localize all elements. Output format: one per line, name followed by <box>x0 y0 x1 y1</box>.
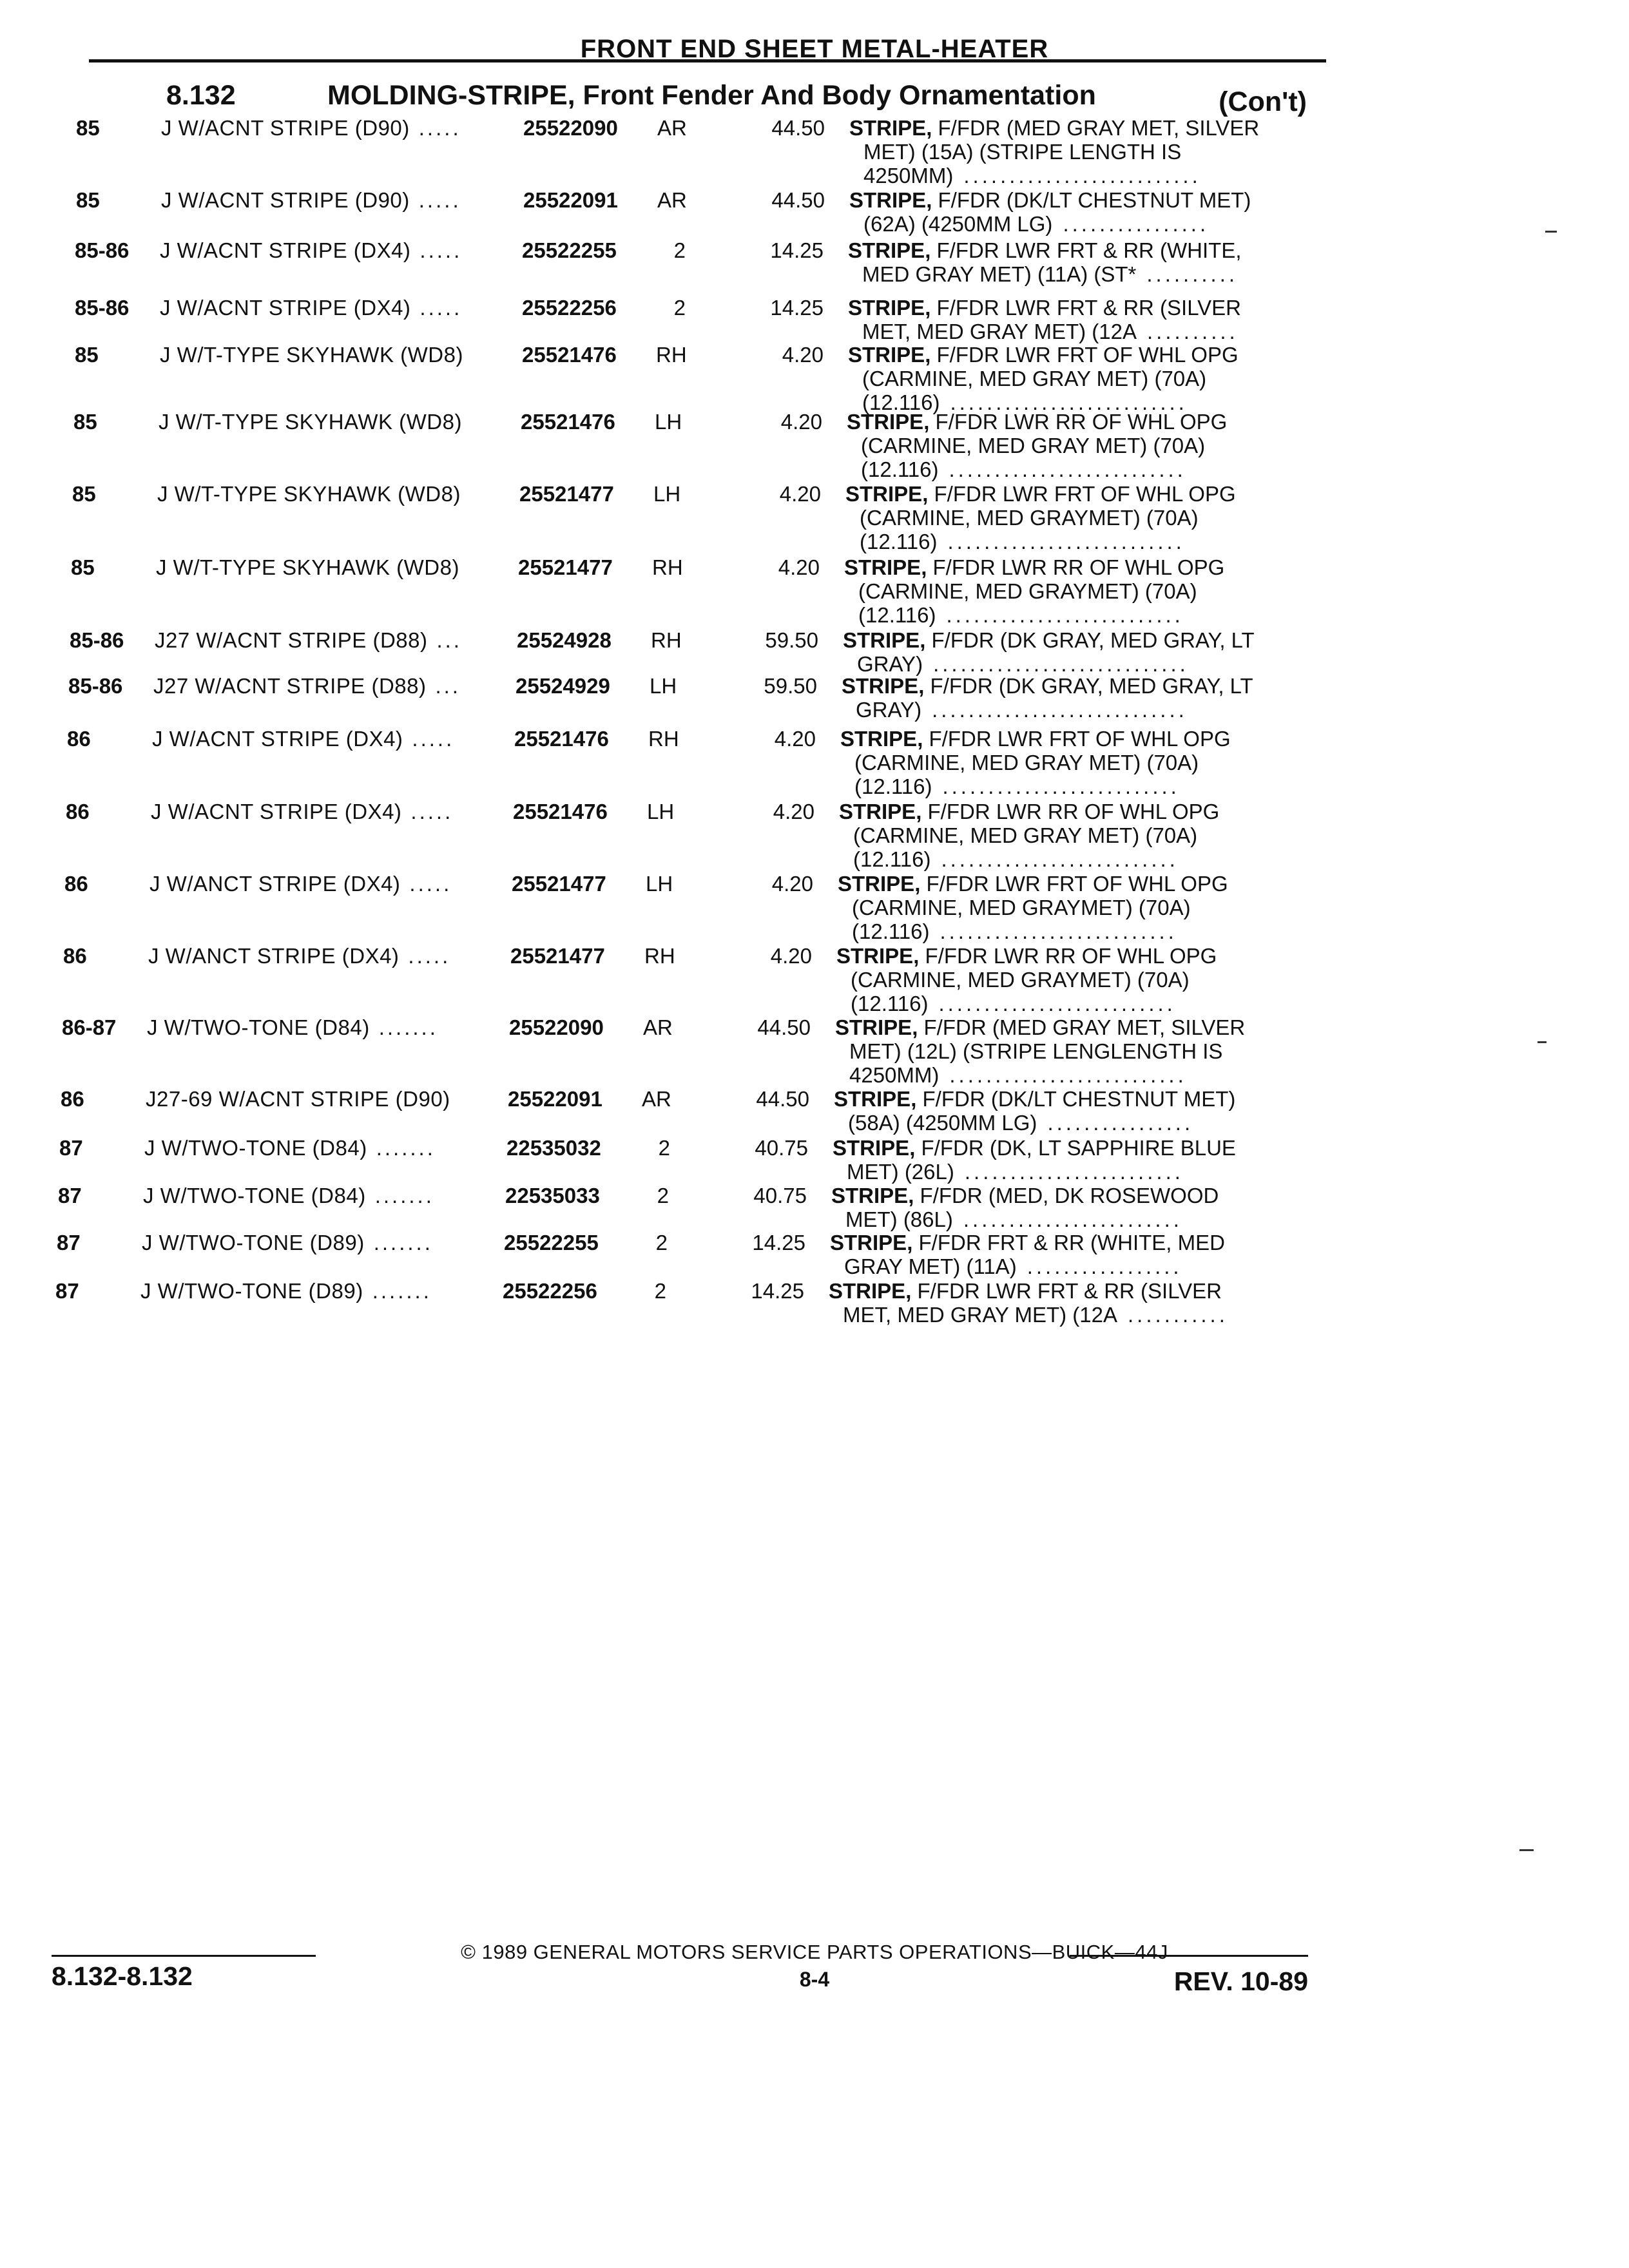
description-text: STRIPE, F/FDR LWR RR OF WHL OPG <box>847 410 1228 434</box>
quantity: RH <box>652 555 683 579</box>
description-line <box>848 343 1312 367</box>
leader-dots: ............................ <box>933 652 1189 676</box>
description-line <box>840 751 1304 774</box>
description-line <box>847 434 1311 457</box>
footer-revision: REV. 10-89 <box>1173 1966 1308 1996</box>
description-line <box>848 262 1312 286</box>
leader-dots: ................ <box>1063 212 1210 236</box>
part-number: 25521477 <box>510 944 605 968</box>
description-line <box>831 1207 1295 1231</box>
model-year: 85 <box>76 188 100 212</box>
price: 14.25 <box>751 1279 804 1303</box>
description-text: (12.116) <box>852 919 930 943</box>
price: 4.20 <box>774 727 816 751</box>
part-number: 25522255 <box>504 1231 599 1254</box>
part-number: 25524929 <box>516 674 610 698</box>
description-text: (12.116) <box>860 530 938 553</box>
part-description <box>848 296 1312 343</box>
description-text: STRIPE, F/FDR LWR FRT OF WHL OPG <box>848 343 1239 367</box>
price: 4.20 <box>782 343 824 367</box>
part-number: 25522090 <box>509 1015 604 1039</box>
model-description <box>147 1015 438 1039</box>
leader-dots: ....... <box>372 1279 432 1303</box>
section-number: 8.132 <box>166 80 236 111</box>
leader-dots: ....... <box>378 1015 438 1039</box>
part-description <box>840 727 1304 798</box>
leader-dots: ................. <box>1027 1254 1182 1278</box>
description-line <box>834 1111 1298 1135</box>
description-line <box>838 919 1302 943</box>
description-text: (CARMINE, MED GRAY MET) (70A) <box>854 751 1199 774</box>
part-description <box>835 1015 1299 1087</box>
model-text: J W/ANCT STRIPE (DX4) <box>149 872 401 896</box>
model-description <box>160 343 463 367</box>
margin-mark <box>1545 231 1557 233</box>
part-description <box>842 674 1306 722</box>
part-number: 25522256 <box>503 1279 597 1303</box>
part-description <box>831 1184 1295 1231</box>
part-description <box>830 1231 1294 1278</box>
leader-dots: .......................... <box>963 164 1201 187</box>
description-text: GRAY MET) (11A) <box>844 1254 1017 1278</box>
description-text: MET, MED GRAY MET) (12A <box>843 1303 1118 1327</box>
description-line <box>829 1303 1293 1327</box>
price: 44.50 <box>771 116 825 140</box>
leader-dots: ..... <box>419 296 463 320</box>
description-line <box>848 296 1312 320</box>
description-line <box>840 774 1304 798</box>
description-text: (CARMINE, MED GRAY MET) (70A) <box>862 367 1207 390</box>
description-text: MET) (12L) (STRIPE LENGLENGTH IS <box>849 1039 1223 1063</box>
price: 40.75 <box>753 1184 807 1207</box>
description-text: (CARMINE, MED GRAY MET) (70A) <box>853 823 1198 847</box>
model-description <box>153 674 461 698</box>
description-text: (CARMINE, MED GRAYMET) (70A) <box>860 506 1199 530</box>
model-description <box>148 944 450 968</box>
description-line <box>849 116 1313 140</box>
model-year: 85 <box>73 410 97 434</box>
quantity: 2 <box>673 296 686 320</box>
footer-section-range: 8.132-8.132 <box>52 1961 193 1991</box>
leader-dots: .......... <box>1146 262 1239 286</box>
description-line <box>835 1015 1299 1039</box>
description-text: STRIPE, F/FDR LWR FRT OF WHL OPG <box>845 482 1236 506</box>
quantity: AR <box>657 188 687 212</box>
model-text: J W/TWO-TONE (D89) <box>140 1279 363 1303</box>
description-text: STRIPE, F/FDR FRT & RR (WHITE, MED <box>830 1231 1225 1254</box>
description-text: MET) (15A) (STRIPE LENGTH IS <box>863 140 1182 164</box>
model-year: 85 <box>72 482 96 506</box>
description-text: (12.116) <box>858 603 936 627</box>
description-text: STRIPE, F/FDR (DK GRAY, MED GRAY, LT <box>842 674 1253 698</box>
price: 4.20 <box>770 944 812 968</box>
price: 4.20 <box>773 800 815 823</box>
quantity: LH <box>655 410 682 434</box>
price: 59.50 <box>764 674 817 698</box>
model-description <box>146 1087 450 1111</box>
description-text: STRIPE, F/FDR (DK GRAY, MED GRAY, LT <box>843 628 1255 652</box>
description-line <box>842 698 1306 722</box>
model-year: 87 <box>58 1184 82 1207</box>
part-description <box>845 482 1309 553</box>
leader-dots: ........... <box>1128 1303 1228 1327</box>
part-description <box>834 1087 1298 1135</box>
model-description <box>142 1231 433 1254</box>
quantity: 2 <box>655 1231 668 1254</box>
model-text: J W/T-TYPE SKYHAWK (WD8) <box>156 555 459 579</box>
quantity: LH <box>653 482 681 506</box>
price: 44.50 <box>756 1087 809 1111</box>
model-description <box>155 628 462 652</box>
part-number: 25522090 <box>523 116 618 140</box>
description-line <box>842 674 1306 698</box>
model-text: J27 W/ACNT STRIPE (D88) <box>155 628 428 652</box>
model-year: 86 <box>66 800 90 823</box>
part-number: 22535033 <box>505 1184 600 1207</box>
model-description <box>144 1136 436 1160</box>
model-text: J W/TWO-TONE (D89) <box>142 1231 365 1254</box>
description-line <box>834 1087 1298 1111</box>
leader-dots: ..... <box>410 800 454 823</box>
margin-mark <box>1519 1849 1534 1851</box>
model-year: 86 <box>67 727 91 751</box>
description-line <box>843 628 1307 652</box>
description-text: (CARMINE, MED GRAY MET) (70A) <box>861 434 1206 457</box>
model-year: 87 <box>55 1279 79 1303</box>
model-text: J W/ACNT STRIPE (D90) <box>161 188 410 212</box>
part-number: 25521477 <box>519 482 614 506</box>
quantity: RH <box>656 343 687 367</box>
description-text: STRIPE, F/FDR LWR RR OF WHL OPG <box>844 555 1225 579</box>
leader-dots: ....... <box>376 1136 436 1160</box>
quantity: 2 <box>657 1184 669 1207</box>
quantity: 2 <box>673 238 686 262</box>
description-line <box>836 944 1300 968</box>
price: 59.50 <box>765 628 818 652</box>
description-text: STRIPE, F/FDR LWR FRT OF WHL OPG <box>838 872 1228 896</box>
price: 14.25 <box>752 1231 805 1254</box>
part-description <box>848 343 1312 414</box>
model-year: 87 <box>59 1136 83 1160</box>
model-year: 85 <box>76 116 100 140</box>
model-description <box>151 800 453 823</box>
description-text: STRIPE, F/FDR (DK/LT CHESTNUT MET) <box>834 1087 1236 1111</box>
description-text: STRIPE, F/FDR LWR RR OF WHL OPG <box>836 944 1217 968</box>
model-year: 85 <box>75 343 99 367</box>
description-text: MET, MED GRAY MET) (12A <box>862 320 1137 343</box>
description-line <box>847 457 1311 481</box>
part-description <box>829 1279 1293 1327</box>
leader-dots: ... <box>436 628 462 652</box>
quantity: RH <box>644 944 675 968</box>
leader-dots: ........................ <box>964 1160 1184 1184</box>
description-text: STRIPE, F/FDR LWR RR OF WHL OPG <box>839 800 1220 823</box>
leader-dots: .......................... <box>942 774 1180 798</box>
description-text: STRIPE, F/FDR LWR FRT & RR (SILVER <box>848 296 1241 320</box>
quantity: AR <box>643 1015 673 1039</box>
model-text: J W/ACNT STRIPE (DX4) <box>152 727 403 751</box>
description-line <box>845 482 1309 506</box>
part-number: 25521476 <box>514 727 609 751</box>
part-description <box>849 188 1313 236</box>
leader-dots: ....... <box>374 1184 434 1207</box>
leader-dots: ............................ <box>932 698 1188 722</box>
header-rule <box>89 59 1326 62</box>
description-line <box>839 847 1303 871</box>
footer-page-number: 8-4 <box>799 1968 830 1991</box>
quantity: RH <box>651 628 682 652</box>
description-line <box>849 140 1313 164</box>
description-text: (12.116) <box>853 847 931 871</box>
model-year: 87 <box>57 1231 81 1254</box>
description-line <box>844 579 1308 603</box>
model-text: J W/ACNT STRIPE (DX4) <box>160 238 411 262</box>
footer-copyright: © 1989 GENERAL MOTORS SERVICE PARTS OPERATIONS—BUICK—44J <box>461 1941 1168 1963</box>
description-line <box>839 800 1303 823</box>
part-description <box>848 238 1312 286</box>
description-text: STRIPE, F/FDR (DK/LT CHESTNUT MET) <box>849 188 1251 212</box>
description-line <box>830 1231 1294 1254</box>
leader-dots: .......................... <box>938 992 1176 1015</box>
model-text: J27 W/ACNT STRIPE (D88) <box>153 674 427 698</box>
model-year: 86-87 <box>62 1015 117 1039</box>
description-text: (CARMINE, MED GRAYMET) (70A) <box>852 896 1191 919</box>
model-year: 86 <box>61 1087 84 1111</box>
quantity: LH <box>650 674 677 698</box>
description-text: STRIPE, F/FDR LWR FRT & RR (SILVER <box>829 1279 1222 1303</box>
description-line <box>838 896 1302 919</box>
price: 4.20 <box>778 555 820 579</box>
leader-dots: ... <box>435 674 461 698</box>
model-year: 86 <box>64 872 88 896</box>
description-text: (12.116) <box>851 992 929 1015</box>
description-text: MED GRAY MET) (11A) (ST* <box>862 262 1137 286</box>
model-text: J W/ANCT STRIPE (DX4) <box>148 944 400 968</box>
leader-dots: ..... <box>419 238 463 262</box>
part-description <box>849 116 1313 187</box>
price: 4.20 <box>779 482 821 506</box>
section-heading <box>166 80 1307 117</box>
leader-dots: .......................... <box>947 530 1185 553</box>
leader-dots: ....... <box>373 1231 433 1254</box>
description-line <box>849 188 1313 212</box>
model-description <box>152 727 454 751</box>
price: 4.20 <box>780 410 822 434</box>
model-description <box>160 296 462 320</box>
quantity: RH <box>648 727 679 751</box>
model-text: J W/ACNT STRIPE (DX4) <box>160 296 411 320</box>
part-description <box>844 555 1308 627</box>
description-line <box>847 410 1311 434</box>
part-description <box>838 872 1302 943</box>
price: 14.25 <box>770 238 824 262</box>
description-text: STRIPE, F/FDR LWR FRT OF WHL OPG <box>840 727 1231 751</box>
quantity: LH <box>647 800 675 823</box>
model-year: 85-86 <box>68 674 123 698</box>
quantity: AR <box>642 1087 671 1111</box>
quantity: LH <box>646 872 673 896</box>
model-text: J W/ACNT STRIPE (D90) <box>161 116 410 140</box>
description-text: STRIPE, F/FDR LWR FRT & RR (WHITE, <box>848 238 1242 262</box>
model-description <box>156 555 459 579</box>
model-description <box>160 238 462 262</box>
leader-dots: .......................... <box>946 603 1184 627</box>
leader-dots: ..... <box>412 727 455 751</box>
model-text: J27-69 W/ACNT STRIPE (D90) <box>146 1087 450 1111</box>
description-line <box>843 652 1307 676</box>
model-description <box>161 116 461 140</box>
quantity: AR <box>657 116 687 140</box>
section-title: MOLDING-STRIPE, Front Fender And Body Ornamentation <box>327 80 1096 111</box>
price: 14.25 <box>770 296 824 320</box>
model-description <box>161 188 461 212</box>
description-text: GRAY) <box>856 698 922 722</box>
part-number: 25522256 <box>522 296 617 320</box>
model-text: J W/TWO-TONE (D84) <box>143 1184 366 1207</box>
part-number: 25522091 <box>523 188 618 212</box>
model-description <box>143 1184 434 1207</box>
description-text: STRIPE, F/FDR (DK, LT SAPPHIRE BLUE <box>833 1136 1236 1160</box>
model-text: J W/TWO-TONE (D84) <box>144 1136 367 1160</box>
model-year: 85 <box>71 555 95 579</box>
description-line <box>848 238 1312 262</box>
leader-dots: .......................... <box>950 390 1188 414</box>
model-description <box>149 872 452 896</box>
part-description <box>847 410 1311 481</box>
part-number: 22535032 <box>506 1136 601 1160</box>
description-line <box>849 212 1313 236</box>
part-number: 25521476 <box>513 800 608 823</box>
model-description <box>159 410 462 434</box>
description-line <box>831 1184 1295 1207</box>
description-text: (CARMINE, MED GRAYMET) (70A) <box>858 579 1197 603</box>
model-text: J W/TWO-TONE (D84) <box>147 1015 370 1039</box>
description-line <box>840 727 1304 751</box>
description-text: GRAY) <box>857 652 923 676</box>
leader-dots: ................ <box>1047 1111 1194 1135</box>
description-text: 4250MM) <box>849 1063 940 1087</box>
description-text: STRIPE, F/FDR (MED, DK ROSEWOOD <box>831 1184 1219 1207</box>
part-number: 25521477 <box>512 872 606 896</box>
part-number: 25524928 <box>517 628 612 652</box>
description-line <box>833 1136 1296 1160</box>
description-line <box>848 367 1312 390</box>
description-line <box>844 603 1308 627</box>
price: 44.50 <box>757 1015 811 1039</box>
description-line <box>829 1279 1293 1303</box>
description-line <box>836 992 1300 1015</box>
price: 4.20 <box>771 872 813 896</box>
part-number: 25521476 <box>522 343 617 367</box>
description-text: STRIPE, F/FDR (MED GRAY MET, SILVER <box>835 1015 1246 1039</box>
page-header-title: FRONT END SHEET METAL-HEATER <box>580 35 1049 63</box>
description-text: MET) (26L) <box>847 1160 954 1184</box>
part-description <box>843 628 1307 676</box>
model-year: 85-86 <box>70 628 124 652</box>
description-line <box>838 872 1302 896</box>
description-line <box>835 1039 1299 1063</box>
part-number: 25521476 <box>521 410 615 434</box>
leader-dots: .......................... <box>940 919 1177 943</box>
part-description <box>839 800 1303 871</box>
description-text: STRIPE, F/FDR (MED GRAY MET, SILVER <box>849 116 1260 140</box>
description-line <box>839 823 1303 847</box>
description-line <box>848 320 1312 343</box>
leader-dots: ........................ <box>963 1207 1182 1231</box>
description-line <box>849 164 1313 187</box>
leader-dots: .......................... <box>949 1063 1187 1087</box>
model-year: 85-86 <box>75 296 130 320</box>
leader-dots: .......................... <box>941 847 1179 871</box>
description-text: MET) (86L) <box>845 1207 953 1231</box>
leader-dots: ..... <box>418 188 461 212</box>
leader-dots: .......................... <box>949 457 1186 481</box>
description-line <box>830 1254 1294 1278</box>
part-description <box>833 1136 1296 1184</box>
quantity: 2 <box>654 1279 666 1303</box>
description-text: 4250MM) <box>863 164 954 187</box>
model-year: 85-86 <box>75 238 130 262</box>
description-line <box>845 530 1309 553</box>
description-text: (12.116) <box>854 774 932 798</box>
price: 40.75 <box>755 1136 808 1160</box>
description-text: (62A) (4250MM LG) <box>863 212 1053 236</box>
model-text: J W/T-TYPE SKYHAWK (WD8) <box>159 410 462 434</box>
part-number: 25521477 <box>518 555 613 579</box>
description-line <box>844 555 1308 579</box>
leader-dots: ..... <box>408 944 451 968</box>
description-text: (12.116) <box>861 457 939 481</box>
margin-mark <box>1537 1041 1547 1043</box>
description-text: (58A) (4250MM LG) <box>848 1111 1037 1135</box>
description-line <box>836 968 1300 992</box>
model-description <box>157 482 461 506</box>
leader-dots: .......... <box>1147 320 1239 343</box>
model-description <box>140 1279 432 1303</box>
description-line <box>833 1160 1296 1184</box>
part-number: 25522091 <box>508 1087 602 1111</box>
model-year: 86 <box>63 944 87 968</box>
description-line <box>845 506 1309 530</box>
model-text: J W/ACNT STRIPE (DX4) <box>151 800 402 823</box>
description-text: (12.116) <box>862 390 940 414</box>
price: 44.50 <box>771 188 825 212</box>
model-text: J W/T-TYPE SKYHAWK (WD8) <box>160 343 463 367</box>
leader-dots: ..... <box>409 872 452 896</box>
leader-dots: ..... <box>418 116 461 140</box>
part-number: 25522255 <box>522 238 617 262</box>
description-line <box>835 1063 1299 1087</box>
part-description <box>836 944 1300 1015</box>
section-continued: (Con't) <box>1219 86 1307 117</box>
model-text: J W/T-TYPE SKYHAWK (WD8) <box>157 482 461 506</box>
description-text: (CARMINE, MED GRAYMET) (70A) <box>851 968 1190 992</box>
quantity: 2 <box>658 1136 670 1160</box>
